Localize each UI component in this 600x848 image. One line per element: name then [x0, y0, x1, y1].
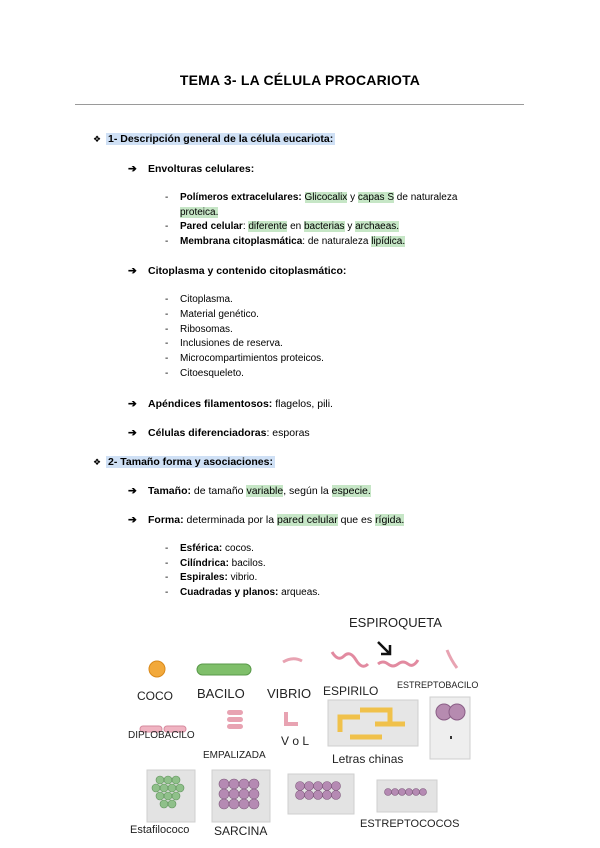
arrow-icon: ➔ [128, 265, 137, 277]
section-1-heading [93, 133, 335, 145]
label-bacilo: BACILO [197, 686, 245, 701]
arrow-icon: ➔ [128, 398, 137, 410]
arrow-icon: ➔ [128, 427, 137, 439]
label-letras-chinas: Letras chinas [332, 752, 404, 766]
diamond-bullet-icon: ❖ [93, 457, 102, 467]
label-vibrio: VIBRIO [267, 686, 312, 701]
label-sarcina: SARCINA [214, 824, 268, 838]
list-item: - Polímeros extracelulares: Glicocalix y capas S de naturaleza [165, 192, 458, 203]
list-item: - Inclusiones de reserva. [165, 338, 283, 349]
label-diplobacilo: DIPLOBACILO [128, 730, 195, 741]
list-item: - Citoplasma. [165, 294, 233, 305]
list-item: - Membrana citoplasmática: de naturaleza lipídica. [165, 236, 406, 247]
arrow-icon: ➔ [128, 485, 137, 497]
list-item-continuation: proteica. [180, 207, 219, 218]
label-vol: V o L [281, 734, 310, 748]
section-2-label: 2- Tamaño forma y asociaciones: [108, 456, 273, 468]
label-estreptococos: ESTREPTOCOCOS [360, 818, 460, 830]
label-empalizada: EMPALIZADA [203, 750, 266, 761]
list-item: - Pared celular: diferente en bacterias y archaeas. [165, 221, 400, 232]
label-estafilococo: Estafilococo [130, 824, 190, 836]
title-divider [75, 104, 524, 105]
list-item: - Microcompartimientos proteicos. [165, 353, 324, 364]
page-title: TEMA 3- LA CÉLULA PROCARIOTA [179, 72, 421, 88]
bacteria-shapes-figure [120, 612, 500, 842]
section-2-heading [93, 456, 275, 468]
list-item: - Cuadradas y planos: arqueas. [165, 587, 321, 598]
arrow-icon: ➔ [128, 514, 137, 526]
envolturas-heading: ➔ Envolturas celulares: [128, 163, 255, 175]
arrow-icon: ➔ [128, 163, 137, 175]
list-item: - Cilíndrica: bacilos. [165, 558, 266, 569]
list-item: - Espirales: vibrio. [165, 572, 258, 583]
section-1-label: 1- Descripción general de la célula eucariota: [108, 133, 334, 145]
label-espirilo: ESPIRILO [323, 684, 379, 698]
forma-line: ➔ Forma: determinada por la pared celular que es rígida. [128, 514, 405, 526]
label-estreptobacilo: ESTREPTOBACILO [397, 680, 479, 690]
list-item: - Citoesqueleto. [165, 368, 244, 379]
list-item: - Material genético. [165, 309, 259, 320]
apendices-line: ➔ Apéndices filamentosos: flagelos, pili. [128, 398, 333, 410]
list-item: - Esférica: cocos. [165, 543, 254, 554]
tamano-line: ➔ Tamaño: de tamaño variable, según la especie. [128, 485, 371, 497]
diferenciadoras-line: ➔ Células diferenciadoras: esporas [128, 427, 310, 439]
diamond-bullet-icon: ❖ [93, 134, 102, 144]
citoplasma-heading: ➔ Citoplasma y contenido citoplasmático: [128, 265, 347, 277]
label-espiroqueta: ESPIROQUETA [349, 615, 442, 630]
list-item: - Ribosomas. [165, 324, 233, 335]
bacteria-shapes-illustration [120, 612, 500, 842]
label-coco: COCO [137, 689, 173, 703]
